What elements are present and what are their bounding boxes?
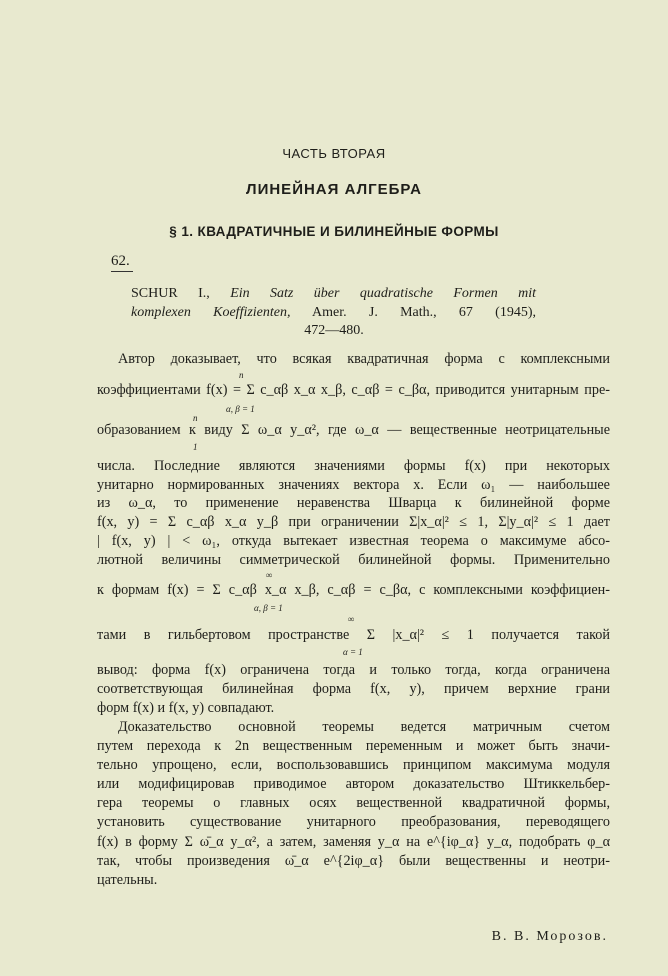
- body-line: унитарно нормированных значениях вектора x. Если ω₁ — наибольшее: [97, 477, 610, 493]
- body-line: f(x) в форму Σ ω̄_α y_α², а затем, заменяя y_α на e^{iφ_α} y_α, подобрать φ_α: [97, 834, 610, 850]
- body-line: Доказательство основной теоремы ведется матричным счетом: [118, 719, 610, 735]
- part-heading: ЧАСТЬ ВТОРАЯ: [282, 146, 386, 161]
- sum-lower-limit: α, β = 1: [254, 603, 283, 613]
- sum-upper-limit: n: [193, 413, 198, 423]
- reference-pages: 472—480.: [304, 323, 364, 338]
- body-line: установить существование унитарного преобразования, переводящего: [97, 814, 610, 830]
- sum-upper-limit: ∞: [266, 570, 273, 580]
- body-line: Автор доказывает, что всякая квадратичная форма с комплексными: [118, 351, 610, 367]
- sum-lower-limit: α = 1: [343, 647, 363, 657]
- reviewer-signature: В. В. Морозов.: [491, 929, 608, 944]
- body-line: цательны.: [97, 872, 158, 888]
- body-line: f(x, y) = Σ c_αβ x_α y_β при ограничении Σ|x_α|² ≤ 1, Σ|y_α|² ≤ 1 дает: [97, 514, 610, 530]
- body-line: образованием к виду Σ ω_α y_α², где ω_α — вещественные неотрицательные: [97, 422, 610, 438]
- body-line: к формам f(x) = Σ c_αβ x_α x_β, c_αβ = c_βα, с комплексными коэффициен-: [97, 582, 610, 598]
- sum-lower-limit: 1: [193, 442, 198, 452]
- section-heading: § 1. КВАДРАТИЧНЫЕ И БИЛИНЕЙНЫЕ ФОРМЫ: [169, 224, 499, 239]
- body-line: тельно упрощено, если, воспользовавшись принципом максимума модуля: [97, 757, 610, 773]
- entry-number: 62.: [111, 253, 130, 269]
- body-line: вывод: форма f(x) ограничена тогда и только тогда, когда ограничена: [97, 662, 610, 678]
- sum-upper-limit: n: [239, 370, 244, 380]
- body-line: соответствующая билинейная форма f(x, y), причем верхние грани: [97, 681, 610, 697]
- body-line: форм f(x) и f(x, y) совпадают.: [97, 700, 275, 716]
- chapter-heading: ЛИНЕЙНАЯ АЛГЕБРА: [246, 181, 422, 198]
- body-line: так, чтобы произведения ω̄_α e^{2iφ_α} были вещественны и неотри-: [97, 853, 610, 869]
- body-line: коэффициентами f(x) = Σ c_αβ x_α x_β, c_αβ = c_βα, приводится унитарным пре-: [97, 382, 610, 398]
- body-line: тами в гильбертовом пространстве Σ |x_α|² ≤ 1 получается такой: [97, 627, 610, 643]
- sum-lower-limit: α, β = 1: [226, 404, 255, 414]
- sum-upper-limit: ∞: [348, 614, 355, 624]
- reference-line-2: komplexen Koeffizienten, Amer. J. Math., 67 (1945),: [131, 305, 536, 320]
- body-line: или модифицировав приводимое автором доказательство Штиккельбер-: [97, 776, 610, 792]
- body-line: путем перехода к 2n вещественным переменным и может быть значи-: [97, 738, 610, 754]
- reference-line-1: SCHUR I., Ein Satz über quadratische Formen mit: [131, 286, 536, 301]
- body-line: гера теоремы о главных осях вещественной квадратичной формы,: [97, 795, 610, 811]
- body-line: лютной величины симметрической билинейной формы. Применительно: [97, 552, 610, 568]
- body-line: числа. Последние являются значениями формы f(x) при некоторых: [97, 458, 610, 474]
- body-line: из ω_α, то применение неравенства Шварца к билинейной форме: [97, 495, 610, 511]
- body-line: | f(x, y) | < ω₁, откуда вытекает известная теорема о максимуме абсо-: [97, 533, 610, 549]
- entry-number-underline: [111, 271, 133, 272]
